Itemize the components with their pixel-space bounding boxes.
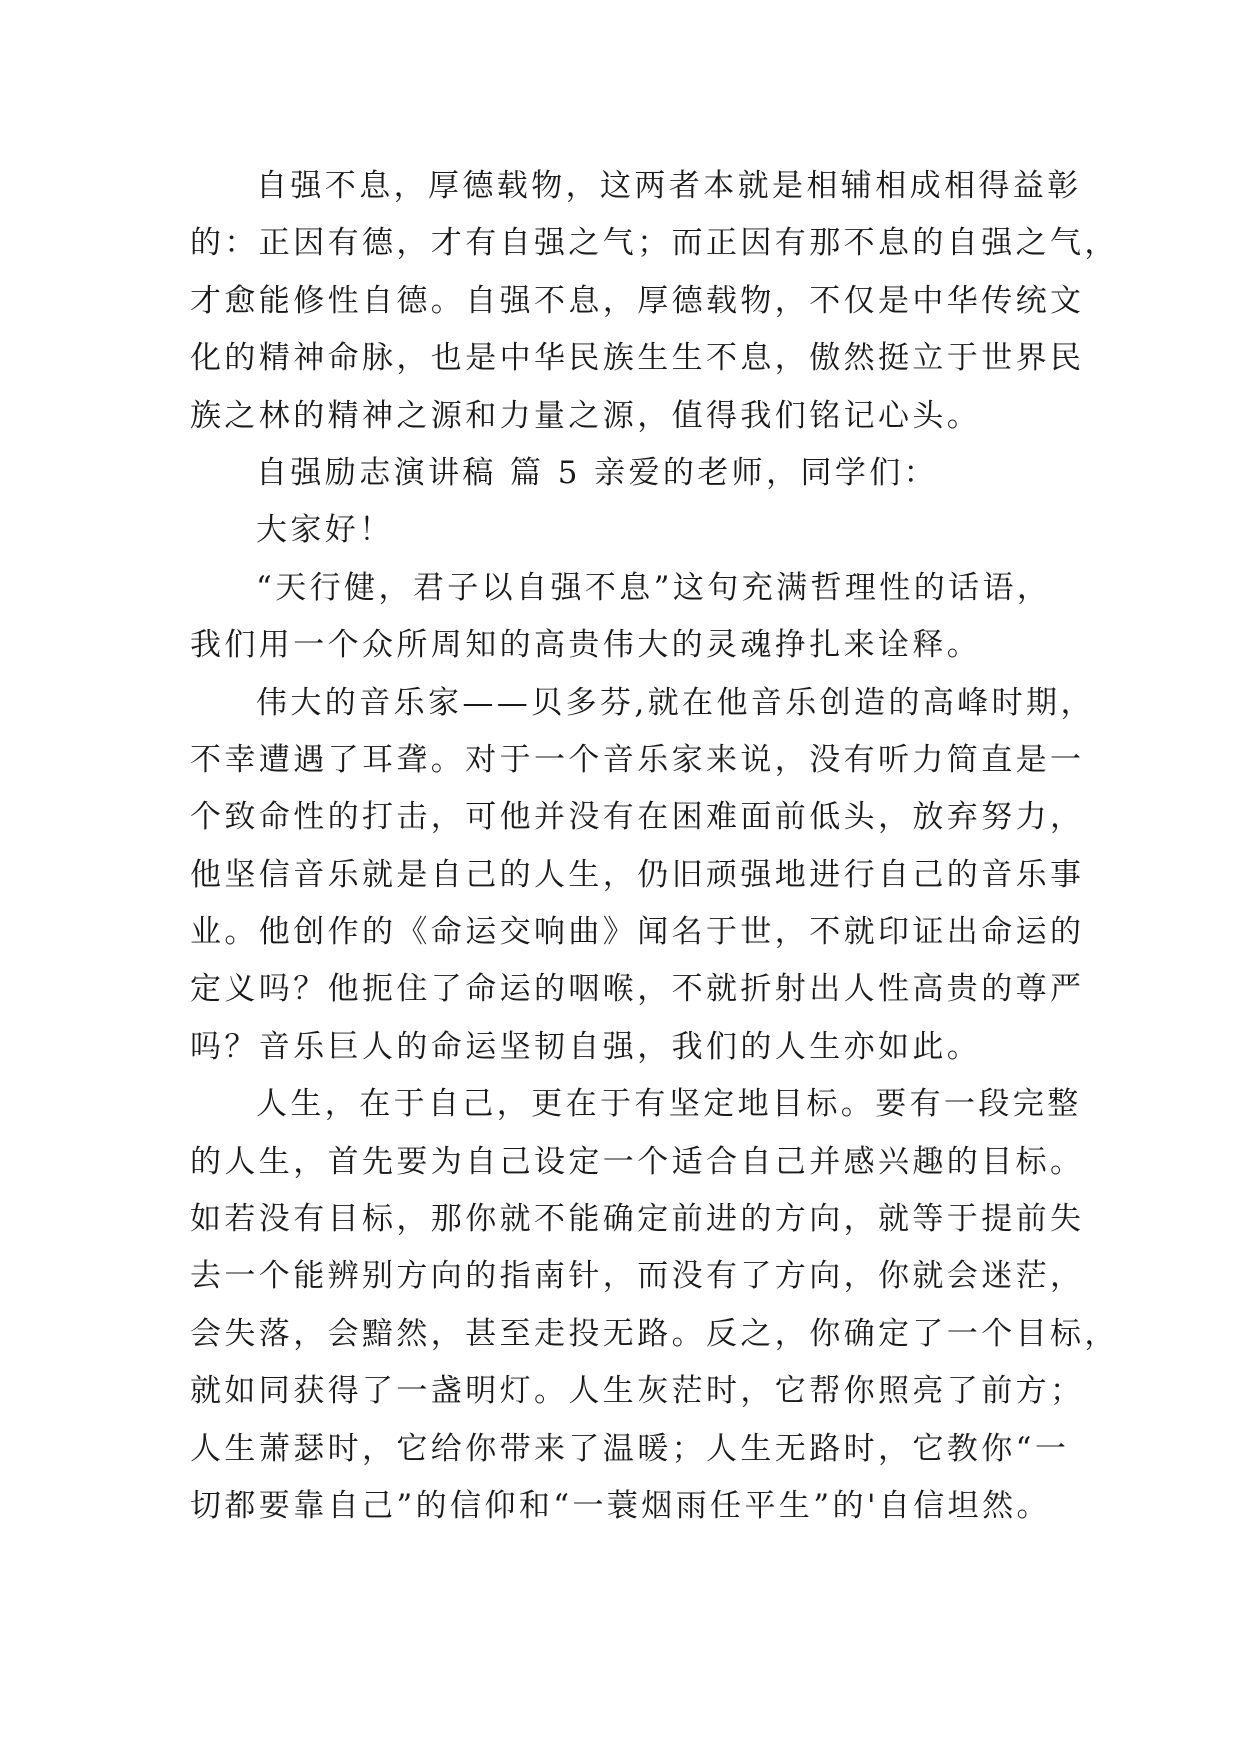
text-line: 去一个能辨别方向的指南针，而没有了方向，你就会迷茫，: [190, 1258, 1085, 1295]
text-line: 伟大的音乐家——贝多芬,就在他音乐创造的高峰时期，: [256, 684, 1095, 721]
text-line: 人生萧瑟时，它给你带来了温暖；人生无路时，它教你“一: [190, 1430, 1070, 1467]
text-line: 吗？音乐巨人的命运坚韧自强，我们的人生亦如此。: [190, 1028, 982, 1065]
text-line: “天行健，君子以自强不息”这句充满哲理性的话语，: [256, 569, 1052, 606]
text-line: 人生，在于自己，更在于有坚定地目标。要有一段完整: [256, 1086, 1082, 1123]
text-line: 的：正因有德，才有自强之气；而正因有那不息的自强之气，: [190, 225, 1119, 262]
text-line: 业。他创作的《命运交响曲》闻名于世，不就印证出命运的: [190, 914, 1085, 951]
text-line: 化的精神命脉，也是中华民族生生不息，傲然挺立于世界民: [190, 340, 1085, 377]
text-line: 自强不息，厚德载物，这两者本就是相辅相成相得益彰: [256, 168, 1082, 204]
text-line: 族之林的精神之源和力量之源，值得我们铭记心头。: [190, 397, 982, 434]
text-line: 会失落，会黯然，甚至走投无路。反之，你确定了一个目标，: [190, 1315, 1119, 1352]
text-line: 大家好！: [256, 512, 394, 549]
text-line: 定义吗？他扼住了命运的咽喉，不就折射出人性高贵的尊严: [190, 971, 1085, 1008]
text-line: 的人生，首先要为自己设定一个适合自己并感兴趣的目标。: [190, 1143, 1085, 1180]
text-line: 他坚信音乐就是自己的人生，仍旧顽强地进行自己的音乐事: [190, 856, 1085, 893]
text-line: 就如同获得了一盏明灯。人生灰茫时，它帮你照亮了前方；: [190, 1373, 1085, 1410]
text-line: 如若没有目标，那你就不能确定前进的方向，就等于提前失: [190, 1201, 1085, 1238]
document-body: [190, 158, 1119, 1535]
text-line: 我们用一个众所周知的高贵伟大的灵魂挣扎来诠释。: [190, 627, 982, 664]
text-line: 切都要靠自己”的信仰和“一蓑烟雨任平生”的'自信坦然。: [190, 1487, 1051, 1524]
text-line: 不幸遭遇了耳聋。对于一个音乐家来说，没有听力简直是一: [190, 741, 1085, 778]
text-line: 个致命性的打击，可他并没有在困难面前低头，放弃努力，: [190, 799, 1085, 836]
text-line: 自强励志演讲稿 篇 5 亲爱的老师，同学们：: [256, 454, 939, 491]
text-line: 才愈能修性自德。自强不息，厚德载物，不仅是中华传统文: [190, 282, 1085, 319]
